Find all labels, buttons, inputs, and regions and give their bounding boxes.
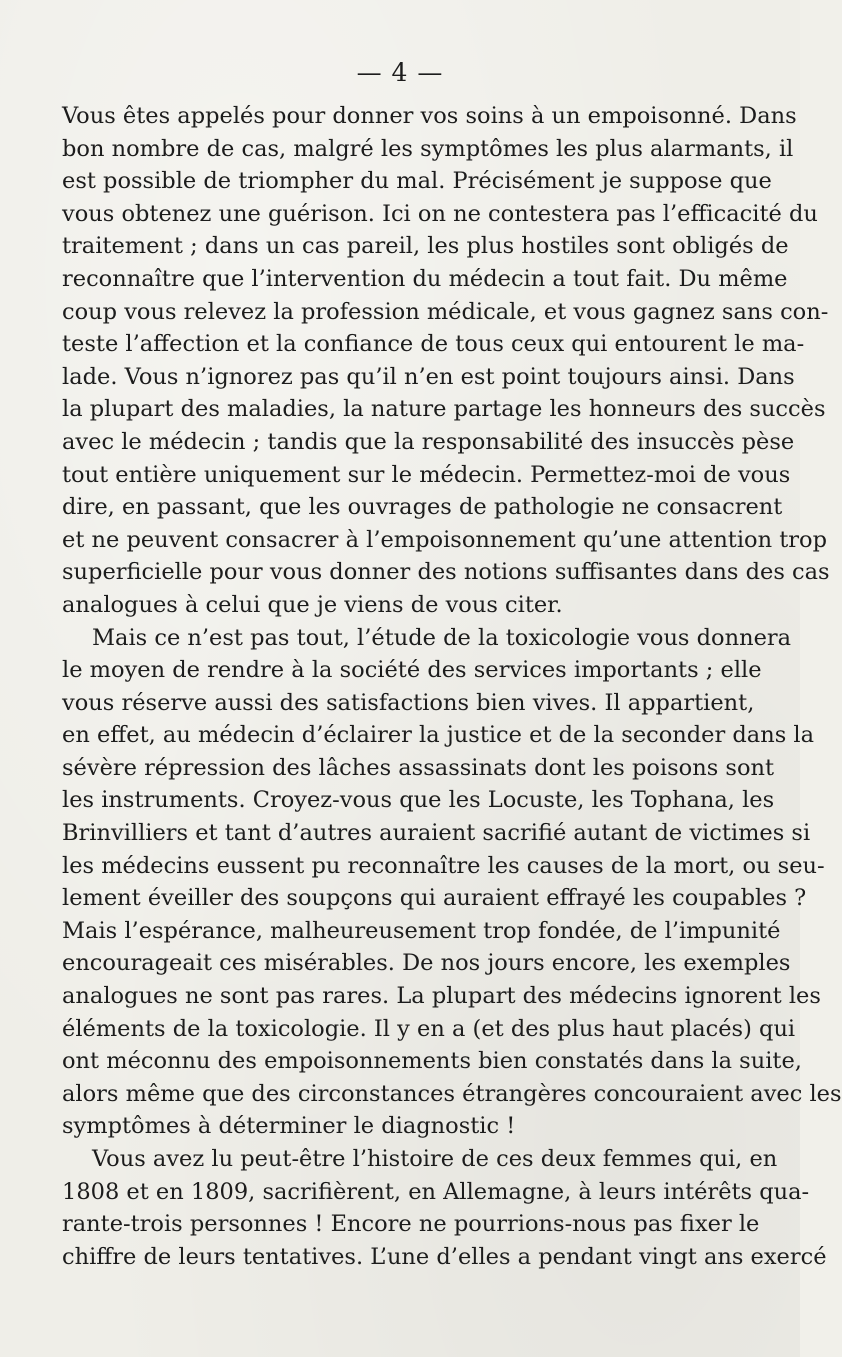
- text-line: Vous avez lu peut-être l’histoire de ces deux femmes qui, en: [92, 1146, 778, 1172]
- text-line: dire, en passant, que les ouvrages de pathologie ne consacrent: [62, 494, 783, 521]
- text-line: et ne peuvent consacrer à l’empoisonnement qu’une attention trop: [62, 526, 827, 553]
- text-line: traitement ; dans un cas pareil, les plus hostiles sont obligés de: [62, 233, 789, 260]
- paragraph-1: [62, 100, 830, 622]
- text-line: les médecins eussent pu reconnaître les causes de la mort, ou seu-: [62, 852, 825, 879]
- text-line: avec le médecin ; tandis que la responsabilité des insuccès pèse: [62, 428, 795, 455]
- paragraph-3: [62, 1143, 827, 1273]
- text-line: rante-trois personnes ! Encore ne pourrions-nous pas fixer le: [62, 1211, 760, 1238]
- text-line: est possible de triompher du mal. Précisément je suppose que: [62, 168, 772, 195]
- page-number: — 4 —: [356, 58, 444, 87]
- text-line: tout entière uniquement sur le médecin. Permettez-moi de vous: [62, 461, 791, 488]
- text-line: superficielle pour vous donner des notions suffisantes dans des cas: [62, 559, 830, 586]
- text-line: bon nombre de cas, malgré les symptômes les plus alarmants, il: [62, 135, 794, 162]
- text-line: chiffre de leurs tentatives. L’une d’elles a pendant vingt ans exercé: [62, 1243, 827, 1270]
- text-line: coup vous relevez la profession médicale, et vous gagnez sans con-: [62, 298, 829, 325]
- text-line: vous obtenez une guérison. Ici on ne contestera pas l’efficacité du: [62, 200, 818, 227]
- text-line: analogues à celui que je viens de vous citer.: [62, 591, 563, 618]
- text-line: ont méconnu des empoisonnements bien constatés dans la suite,: [62, 1048, 802, 1075]
- text-line: Brinvilliers et tant d’autres auraient sacrifié autant de victimes si: [62, 820, 811, 847]
- text-line: sévère répression des lâches assassinats dont les poisons sont: [62, 754, 775, 781]
- text-line: la plupart des maladies, la nature partage les honneurs des succès: [62, 396, 826, 423]
- text-line: les instruments. Croyez-vous que les Locuste, les Tophana, les: [62, 787, 775, 814]
- text-line: 1808 et en 1809, sacrifièrent, en Allemagne, à leurs intérêts qua-: [62, 1178, 810, 1205]
- body-text: [62, 100, 842, 1273]
- text-line: alors même que des circonstances étrangères concouraient avec les: [62, 1080, 842, 1107]
- text-line: Mais l’espérance, malheureusement trop fondée, de l’impunité: [62, 917, 781, 944]
- text-line: symptômes à déterminer le diagnostic !: [62, 1113, 516, 1140]
- text-line: Mais ce n’est pas tout, l’étude de la toxicologie vous donnera: [92, 624, 792, 651]
- text-line: en effet, au médecin d’éclairer la justice et de la seconder dans la: [62, 722, 815, 749]
- text-line: vous réserve aussi des satisfactions bien vives. Il appartient,: [62, 689, 755, 716]
- text-line: Vous êtes appelés pour donner vos soins à un empoisonné. Dans: [62, 103, 797, 129]
- paragraph-2: [62, 622, 842, 1144]
- text-line: analogues ne sont pas rares. La plupart des médecins ignorent les: [62, 983, 821, 1010]
- text-line: éléments de la toxicologie. Il y en a (et des plus haut placés) qui: [62, 1015, 796, 1042]
- text-line: encourageait ces misérables. De nos jours encore, les exemples: [62, 950, 791, 977]
- text-line: reconnaître que l’intervention du médecin a tout fait. Du même: [62, 265, 788, 292]
- text-line: lement éveiller des soupçons qui auraient effrayé les coupables ?: [62, 885, 807, 912]
- text-line: teste l’affection et la confiance de tous ceux qui entourent le ma-: [62, 331, 805, 358]
- text-line: lade. Vous n’ignorez pas qu’il n’en est point toujours ainsi. Dans: [62, 363, 795, 390]
- text-line: le moyen de rendre à la société des services importants ; elle: [62, 657, 762, 684]
